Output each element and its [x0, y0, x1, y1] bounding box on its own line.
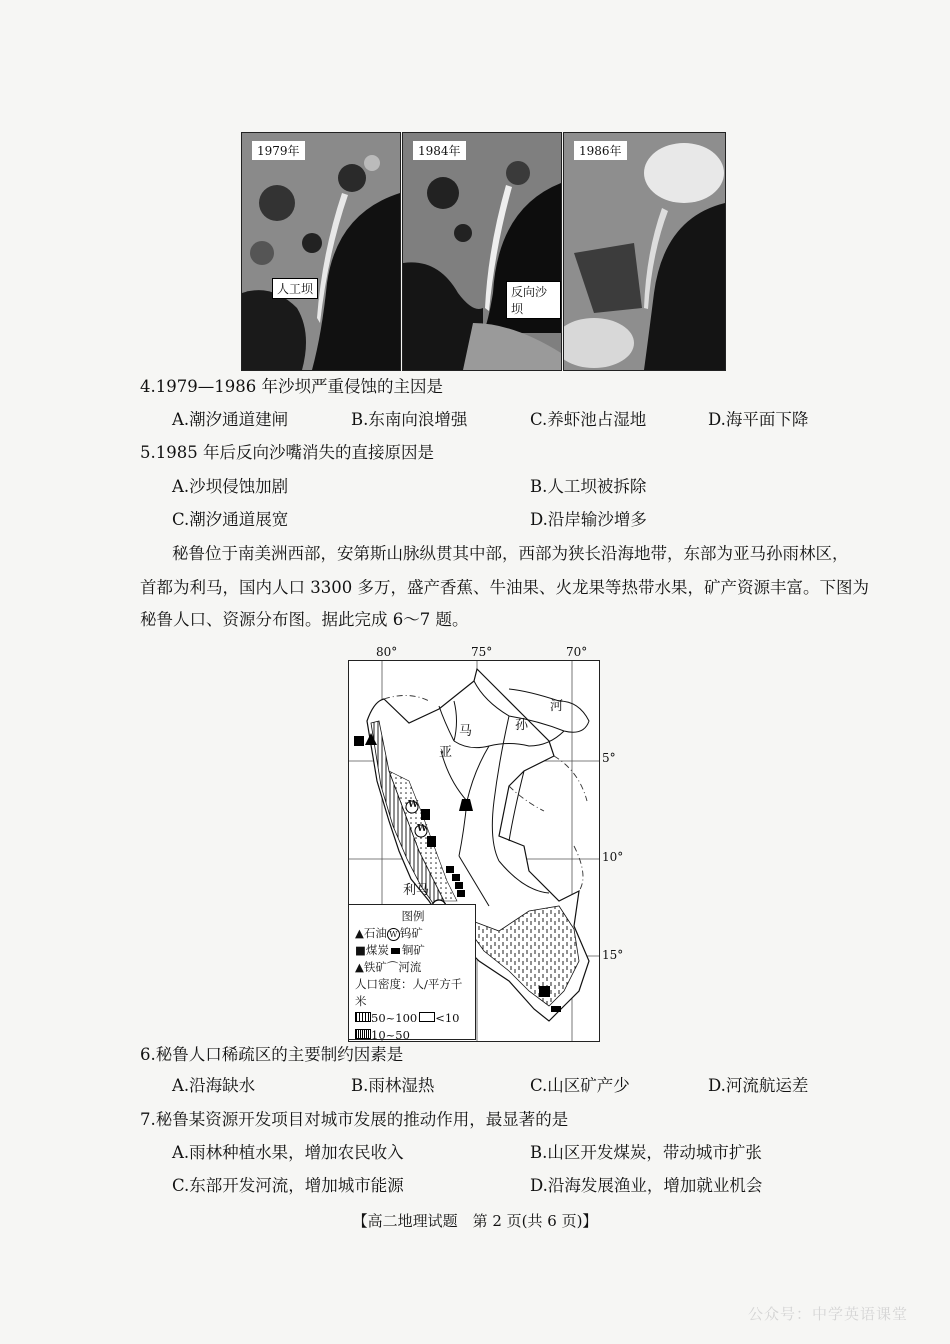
- satellite-image-1979: [241, 132, 401, 371]
- legend-density-mid: 10~50: [371, 1028, 410, 1042]
- legend-copper: 铜矿: [401, 943, 425, 957]
- copper-icon: [391, 948, 400, 954]
- q7-option-b: B.山区开发煤炭，带动城市扩张: [530, 1143, 762, 1162]
- passage-line-3: 秘鲁人口、资源分布图。据此完成 6～7 题。: [140, 610, 469, 629]
- legend-title: 图例: [401, 909, 425, 923]
- legend-row-3: [355, 959, 471, 976]
- q6-option-a: A.沿海缺水: [172, 1076, 256, 1095]
- q7-option-d: D.沿海发展渔业，增加就业机会: [530, 1176, 763, 1195]
- legend-density-row-2: [355, 1027, 471, 1044]
- q5-option-b: B.人工坝被拆除: [530, 477, 647, 496]
- oil-icon: ▲: [355, 926, 364, 940]
- legend-density-row-1: [355, 1010, 471, 1027]
- legend-density-high: 50~100: [371, 1011, 418, 1025]
- q7-option-c: C.东部开发河流，增加城市能源: [172, 1176, 404, 1195]
- page-footer: 【高二地理试题 第 2 页(共 6 页)】: [352, 1212, 598, 1230]
- q4-option-c: C.养虾池占湿地: [530, 410, 647, 429]
- coal-icon: ■: [355, 943, 366, 957]
- q6-option-c: C.山区矿产少: [530, 1076, 630, 1095]
- passage-line-2: 首都为利马，国内人口 3300 多万，盛产香蕉、牛油果、火龙果等热带水果，矿产资源丰富。下图为: [140, 578, 869, 597]
- reverse-sandbar-callout: 反向沙坝: [506, 281, 561, 319]
- satellite-image-1984: [402, 132, 562, 371]
- sparse-swatch: [419, 1012, 435, 1022]
- legend-row-2: [355, 942, 471, 959]
- year-label: 1984年: [413, 141, 466, 160]
- year-label: 1979年: [252, 141, 305, 160]
- river-char-ma: 马: [459, 724, 473, 739]
- longitude-70: 70°: [566, 645, 588, 659]
- legend-density-low: <10: [435, 1011, 460, 1025]
- map-legend: [348, 904, 476, 1040]
- q4-option-b: B.东南向浪增强: [351, 410, 468, 429]
- q5-option-c: C.潮汐通道展宽: [172, 510, 289, 529]
- latitude-15: 15°: [602, 948, 624, 962]
- q4-option-d: D.海平面下降: [708, 410, 809, 429]
- question-4-stem: 4.1979—1986 年沙坝严重侵蚀的主因是: [140, 377, 443, 396]
- q4-option-a: A.潮汐通道建闸: [172, 410, 289, 429]
- legend-density-title: 人口密度：人/平方千米: [355, 977, 463, 1008]
- legend-river: 河流: [398, 960, 422, 974]
- question-6-stem: 6.秘鲁人口稀疏区的主要制约因素是: [140, 1045, 404, 1064]
- river-char-he: 河: [550, 699, 564, 714]
- iron-icon: ▲: [355, 960, 364, 974]
- river-char-ya: 亚: [439, 745, 453, 760]
- satellite-image-1986: [563, 132, 726, 371]
- watermark: 公众号：中学英语课堂: [747, 1305, 908, 1323]
- legend-tungsten: 钨矿: [399, 926, 423, 940]
- q7-option-a: A.雨林种植水果，增加农民收入: [172, 1143, 404, 1162]
- longitude-75: 75°: [471, 645, 493, 659]
- dense-pattern-swatch: [355, 1012, 371, 1022]
- tungsten-label-2: W: [417, 824, 428, 834]
- latitude-5: 5°: [602, 751, 616, 765]
- q6-option-b: B.雨林湿热: [351, 1076, 435, 1095]
- q5-option-a: A.沙坝侵蚀加剧: [172, 477, 289, 496]
- longitude-80: 80°: [376, 645, 398, 659]
- tungsten-label-1: W: [408, 800, 419, 810]
- legend-row-1: [355, 925, 471, 942]
- question-7-stem: 7.秘鲁某资源开发项目对城市发展的推动作用，最显著的是: [140, 1110, 569, 1129]
- river-char-sun: 孙: [515, 718, 529, 733]
- legend-iron: 铁矿: [363, 960, 387, 974]
- passage-line-1: 秘鲁位于南美洲西部，安第斯山脉纵贯其中部，西部为狭长沿海地带，东部为亚马孙雨林区，: [172, 544, 849, 563]
- legend-oil: 石油: [363, 926, 387, 940]
- year-label: 1986年: [574, 141, 627, 160]
- tungsten-icon: W: [387, 928, 400, 941]
- question-5-stem: 5.1985 年后反向沙嘴消失的直接原因是: [140, 443, 434, 462]
- latitude-10: 10°: [602, 850, 624, 864]
- q6-option-d: D.河流航运差: [708, 1076, 809, 1095]
- capital-label: 利马: [403, 883, 430, 898]
- legend-coal: 煤炭: [365, 943, 389, 957]
- river-icon: ⌒: [386, 960, 399, 974]
- artificial-dam-callout: 人工坝: [272, 278, 318, 299]
- q5-option-d: D.沿岸输沙增多: [530, 510, 647, 529]
- medium-pattern-swatch: [355, 1029, 371, 1039]
